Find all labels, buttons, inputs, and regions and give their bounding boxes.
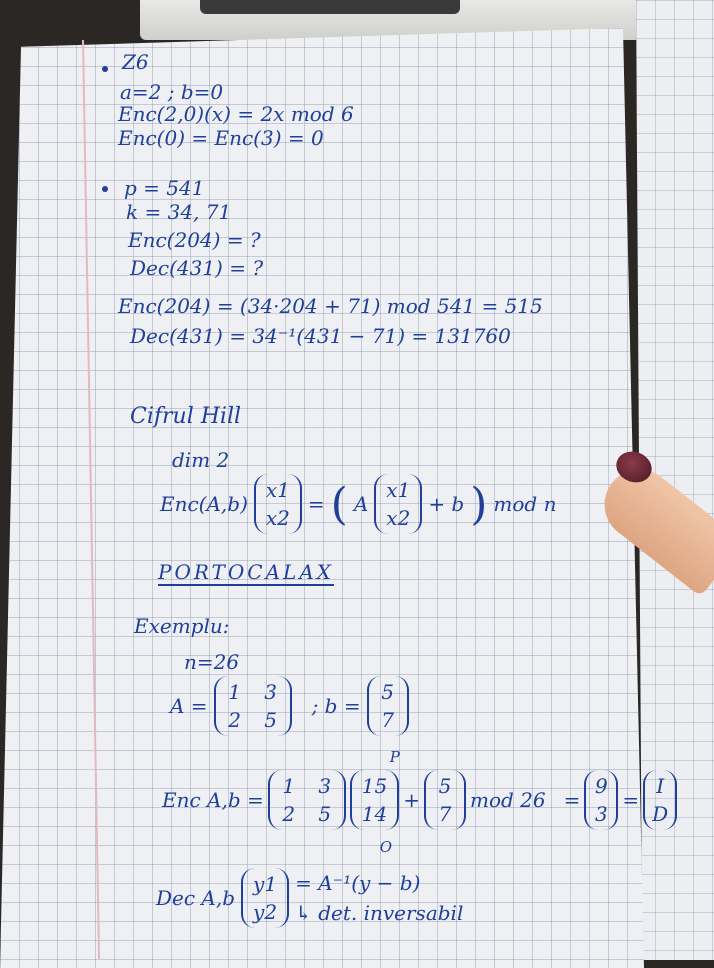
res1-2: 3 bbox=[595, 802, 608, 826]
hill-plus-b: + b bbox=[428, 492, 465, 516]
hill-x1: x1 bbox=[265, 478, 290, 502]
hill-x-vector bbox=[254, 474, 302, 534]
bullet-1 bbox=[102, 66, 108, 72]
hill-x1-b: x1 bbox=[386, 478, 411, 502]
y-2: y2 bbox=[253, 900, 278, 924]
bullet-2 bbox=[102, 186, 108, 192]
hill-enc-label: Enc(A,b) bbox=[160, 492, 248, 516]
A-22: 5 bbox=[264, 708, 277, 732]
example-eq-2: = bbox=[622, 788, 640, 812]
hill-mod-n: mod n bbox=[493, 492, 557, 516]
hill-title: Cifrul Hill bbox=[130, 404, 242, 429]
b-2: 7 bbox=[381, 708, 394, 732]
hill-word: PORTOCALAX bbox=[158, 560, 335, 584]
b-1: 5 bbox=[381, 680, 394, 704]
A-12: 3 bbox=[264, 680, 277, 704]
example-b-label: ; b = bbox=[311, 694, 361, 718]
A-21: 2 bbox=[228, 708, 241, 732]
s1-enc-eq: Enc(0) = Enc(3) = 0 bbox=[118, 126, 324, 150]
dec-rhs-block bbox=[295, 868, 463, 928]
encA-12: 3 bbox=[318, 774, 332, 798]
A-11: 1 bbox=[228, 680, 241, 704]
hill-x-vector-2 bbox=[374, 474, 422, 534]
example-decryption bbox=[156, 868, 463, 928]
example-mod: mod 26 bbox=[469, 788, 546, 812]
laptop-keyboard bbox=[200, 0, 460, 14]
encA-11: 1 bbox=[282, 774, 296, 798]
s2-dec-q: Dec(431) = ? bbox=[130, 256, 264, 280]
hill-open-paren: ( bbox=[330, 478, 348, 530]
s2-enc-q: Enc(204) = ? bbox=[128, 228, 261, 252]
hill-eq: = bbox=[307, 492, 325, 516]
v-2: 14 bbox=[361, 802, 388, 826]
example-y-vector bbox=[241, 868, 289, 928]
s2-dec-res: Dec(431) = 34⁻¹(431 − 71) = 131760 bbox=[130, 324, 511, 348]
example-dec-rhs: = A⁻¹(y − b) bbox=[295, 871, 421, 895]
example-v-wrap bbox=[350, 748, 400, 856]
res2-2: D bbox=[652, 802, 669, 826]
example-enc-A bbox=[268, 770, 346, 830]
example-A-b bbox=[170, 676, 409, 736]
example-enc-label: Enc A,b = bbox=[162, 788, 264, 812]
example-plus: + bbox=[403, 788, 420, 812]
res2-1: I bbox=[656, 774, 665, 798]
s1-params: a=2 ; b=0 bbox=[120, 80, 224, 104]
encb-1: 5 bbox=[438, 774, 452, 798]
example-A-matrix bbox=[214, 676, 292, 736]
s2-k: k = 34, 71 bbox=[126, 200, 232, 224]
hill-A: A bbox=[353, 492, 369, 516]
hill-encryption-formula bbox=[160, 474, 556, 534]
s1-title: Z6 bbox=[122, 50, 149, 74]
encA-21: 2 bbox=[282, 802, 296, 826]
encA-22: 5 bbox=[318, 802, 332, 826]
res1-1: 9 bbox=[595, 774, 608, 798]
encb-2: 7 bbox=[438, 802, 452, 826]
example-b-vector bbox=[367, 676, 409, 736]
example-dec-label: Dec A,b bbox=[156, 886, 236, 910]
y-1: y1 bbox=[253, 872, 278, 896]
example-eq-1: = bbox=[563, 788, 581, 812]
v-1: 15 bbox=[361, 774, 388, 798]
example-A-label: A = bbox=[170, 694, 208, 718]
example-n: n=26 bbox=[184, 650, 240, 674]
hill-dim: dim 2 bbox=[172, 448, 230, 472]
example-title: Exemplu: bbox=[134, 614, 230, 638]
example-enc-b bbox=[424, 770, 466, 830]
example-res1 bbox=[584, 770, 618, 830]
hill-x2-b: x2 bbox=[386, 506, 411, 530]
example-res2 bbox=[643, 770, 677, 830]
example-v-vector bbox=[350, 770, 399, 830]
arrow-top-letter: P bbox=[389, 748, 400, 766]
arrow-bot-letter: O bbox=[379, 838, 393, 856]
example-det-note: ↳ det. inversabil bbox=[295, 901, 464, 925]
laptop-edge bbox=[140, 0, 714, 40]
hill-x2: x2 bbox=[265, 506, 290, 530]
example-encryption bbox=[162, 748, 677, 856]
s2-enc-res: Enc(204) = (34·204 + 71) mod 541 = 515 bbox=[118, 294, 543, 318]
s2-p: p = 541 bbox=[124, 176, 205, 200]
hill-close-paren: ) bbox=[470, 478, 488, 530]
s1-enc-def: Enc(2,0)(x) = 2x mod 6 bbox=[118, 102, 354, 126]
